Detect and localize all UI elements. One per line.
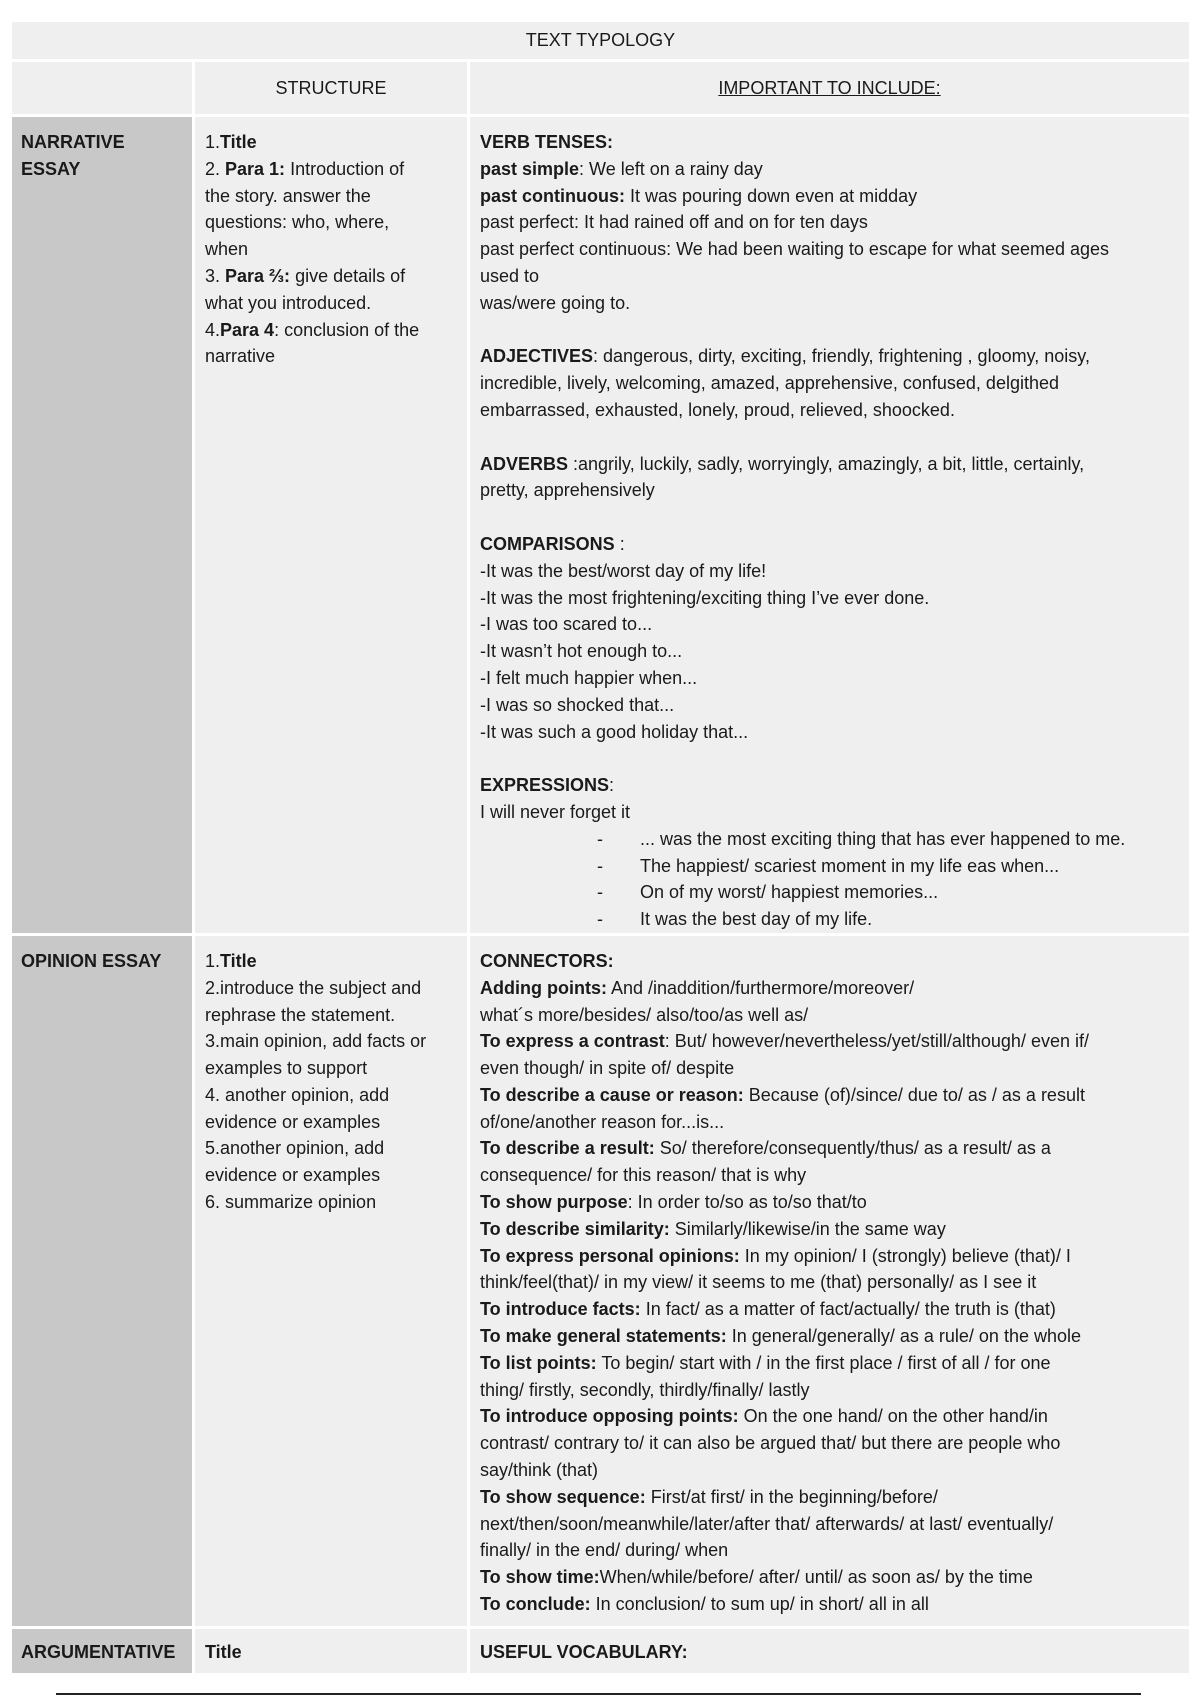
connector-line: To conclude: In conclusion/ to sum up/ in short/ all in all <box>480 1594 929 1615</box>
opinion-type-label: OPINION ESSAY <box>21 950 162 971</box>
narrative-type-line1: NARRATIVE <box>21 132 125 152</box>
narrative-structure-line: narrative <box>205 346 276 367</box>
argumentative-row <box>12 1629 1189 1673</box>
header-row <box>12 62 1189 114</box>
verb-tense-line: used to <box>480 265 540 286</box>
opinion-structure-line: rephrase the statement. <box>205 1004 396 1025</box>
opinion-important-cell <box>470 936 1189 1626</box>
argumentative-type-label: ARGUMENTATIVE <box>21 1641 176 1662</box>
narrative-structure-line: questions: who, where, <box>205 212 390 233</box>
comparison-line: -I was so shocked that... <box>480 694 675 715</box>
narrative-type-cell <box>12 117 192 933</box>
comparison-line: -It was such a good holiday that... <box>480 721 749 742</box>
connector-line: Adding points: And /inaddition/furthermore/moreover/ <box>480 977 915 998</box>
connector-line: of/one/another reason for...is... <box>480 1111 725 1132</box>
connector-line: To show time:When/while/before/ after/ until/ as soon as/ by the time <box>480 1567 1033 1588</box>
opinion-structure-cell <box>195 936 467 1626</box>
expression-bullet: - The happiest/ scariest moment in my life eas when... <box>480 853 1179 880</box>
opinion-structure-line: 3.main opinion, add facts or <box>205 1031 427 1052</box>
opinion-type-cell <box>12 936 192 1626</box>
verb-tense-line: past perfect: It had rained off and on for ten days <box>480 212 868 233</box>
connector-line: To introduce facts: In fact/ as a matter of fact/actually/ the truth is (that) <box>480 1299 1056 1320</box>
expressions-title: EXPRESSIONS: <box>480 775 615 796</box>
argumentative-type-cell <box>12 1629 192 1673</box>
narrative-structure-line: what you introduced. <box>205 292 372 313</box>
adverbs-line: pretty, apprehensively <box>480 480 655 501</box>
connector-line: To show purpose: In order to/so as to/so that/to <box>480 1192 867 1213</box>
connector-line: To list points: To begin/ start with / in the first place / first of all / for one <box>480 1352 1051 1373</box>
important-header <box>470 62 1189 114</box>
adverbs-line: ADVERBS :angrily, luckily, sadly, worryingly, amazingly, a bit, little, certainly, <box>480 453 1085 474</box>
opinion-structure-line: 5.another opinion, add <box>205 1138 385 1159</box>
verb-tense-line: past simple: We left on a rainy day <box>480 158 763 179</box>
opinion-row <box>12 936 1189 1626</box>
comparison-line: -It wasn’t hot enough to... <box>480 641 683 662</box>
empty-header-cell <box>12 62 192 114</box>
opinion-structure-line: 6. summarize opinion <box>205 1192 377 1213</box>
argumentative-structure-cell <box>195 1629 467 1673</box>
page-bottom-rule <box>56 1693 1141 1695</box>
connector-line: To describe a result: So/ therefore/consequently/thus/ as a result/ as a <box>480 1138 1051 1159</box>
connector-line: finally/ in the end/ during/ when <box>480 1540 729 1561</box>
connector-line: thing/ firstly, secondly, thirdly/finally/ lastly <box>480 1379 810 1400</box>
connectors-title: CONNECTORS: <box>480 950 614 971</box>
comparison-line: -I was too scared to... <box>480 614 653 635</box>
opinion-structure-line: examples to support <box>205 1058 368 1079</box>
adjectives-line: incredible, lively, welcoming, amazed, apprehensive, confused, delgithed <box>480 373 1059 394</box>
expressions-intro: I will never forget it <box>480 801 631 822</box>
narrative-structure-line: 1.Title <box>205 132 257 152</box>
narrative-structure-line: 2. Para 1: Introduction of <box>205 158 405 179</box>
connector-line: say/think (that) <box>480 1460 599 1481</box>
connector-line: To show sequence: First/at first/ in the beginning/before/ <box>480 1486 938 1507</box>
table-title: TEXT TYPOLOGY <box>12 22 1189 59</box>
comparison-line: -It was the best/worst day of my life! <box>480 560 767 581</box>
text-typology-table <box>9 19 1192 1676</box>
connector-line: To make general statements: In general/generally/ as a rule/ on the whole <box>480 1326 1081 1347</box>
opinion-structure-line: evidence or examples <box>205 1165 381 1186</box>
argumentative-structure-title: Title <box>205 1641 242 1662</box>
comparison-line: -It was the most frightening/exciting thing I’ve ever done. <box>480 587 930 608</box>
verb-tenses-title: VERB TENSES: <box>480 132 614 152</box>
verb-tense-line: was/were going to. <box>480 292 631 313</box>
connector-line: To express personal opinions: In my opinion/ I (strongly) believe (that)/ I <box>480 1245 1071 1266</box>
connector-line: consequence/ for this reason/ that is why <box>480 1165 807 1186</box>
narrative-structure-line: when <box>205 239 249 260</box>
adjectives-line: embarrassed, exhausted, lonely, proud, relieved, shoocked. <box>480 399 955 420</box>
connector-line: next/then/soon/meanwhile/later/after that/ afterwards/ at last/ eventually/ <box>480 1513 1054 1534</box>
narrative-row <box>12 117 1189 933</box>
connector-line: what´s more/besides/ also/too/as well as/ <box>480 1004 809 1025</box>
verb-tense-line: past perfect continuous: We had been waiting to escape for what seemed ages <box>480 239 1110 260</box>
narrative-structure-line: 3. Para ⅔: give details of <box>205 265 406 286</box>
expression-bullet: - It was the best day of my life. <box>480 906 1179 933</box>
opinion-structure-line: 1.Title <box>205 950 257 971</box>
opinion-structure-line: evidence or examples <box>205 1111 381 1132</box>
narrative-important-cell <box>470 117 1189 933</box>
connector-line: To describe similarity: Similarly/likewise/in the same way <box>480 1218 946 1239</box>
narrative-structure-line: the story. answer the <box>205 185 371 206</box>
useful-vocabulary-title: USEFUL VOCABULARY: <box>480 1641 688 1662</box>
comparisons-title: COMPARISONS : <box>480 533 625 554</box>
important-header-text: IMPORTANT TO INCLUDE: <box>718 78 941 98</box>
connector-line: even though/ in spite of/ despite <box>480 1058 735 1079</box>
opinion-structure-line: 2.introduce the subject and <box>205 977 422 998</box>
narrative-structure-cell <box>195 117 467 933</box>
connector-line: To introduce opposing points: On the one hand/ on the other hand/in <box>480 1406 1048 1427</box>
opinion-structure-line: 4. another opinion, add <box>205 1084 390 1105</box>
adjectives-line: ADJECTIVES: dangerous, dirty, exciting, friendly, frightening , gloomy, noisy, <box>480 346 1090 367</box>
comparison-line: -I felt much happier when... <box>480 667 698 688</box>
argumentative-important-cell <box>470 1629 1189 1673</box>
expression-bullet: - On of my worst/ happiest memories... <box>480 879 1179 906</box>
connector-line: contrast/ contrary to/ it can also be argued that/ but there are people who <box>480 1433 1061 1454</box>
verb-tense-line: past continuous: It was pouring down even at midday <box>480 185 918 206</box>
connector-line: To describe a cause or reason: Because (of)/since/ due to/ as / as a result <box>480 1084 1085 1105</box>
connector-line: think/feel(that)/ in my view/ it seems to me (that) personally/ as I see it <box>480 1272 1037 1293</box>
connector-line: To express a contrast: But/ however/nevertheless/yet/still/although/ even if/ <box>480 1031 1089 1052</box>
narrative-structure-line: 4.Para 4: conclusion of the <box>205 319 420 340</box>
title-row <box>12 22 1189 59</box>
structure-header: STRUCTURE <box>195 62 467 114</box>
narrative-type-line2: ESSAY <box>21 158 81 179</box>
expression-bullet: - ... was the most exciting thing that has ever happened to me. <box>480 826 1179 853</box>
